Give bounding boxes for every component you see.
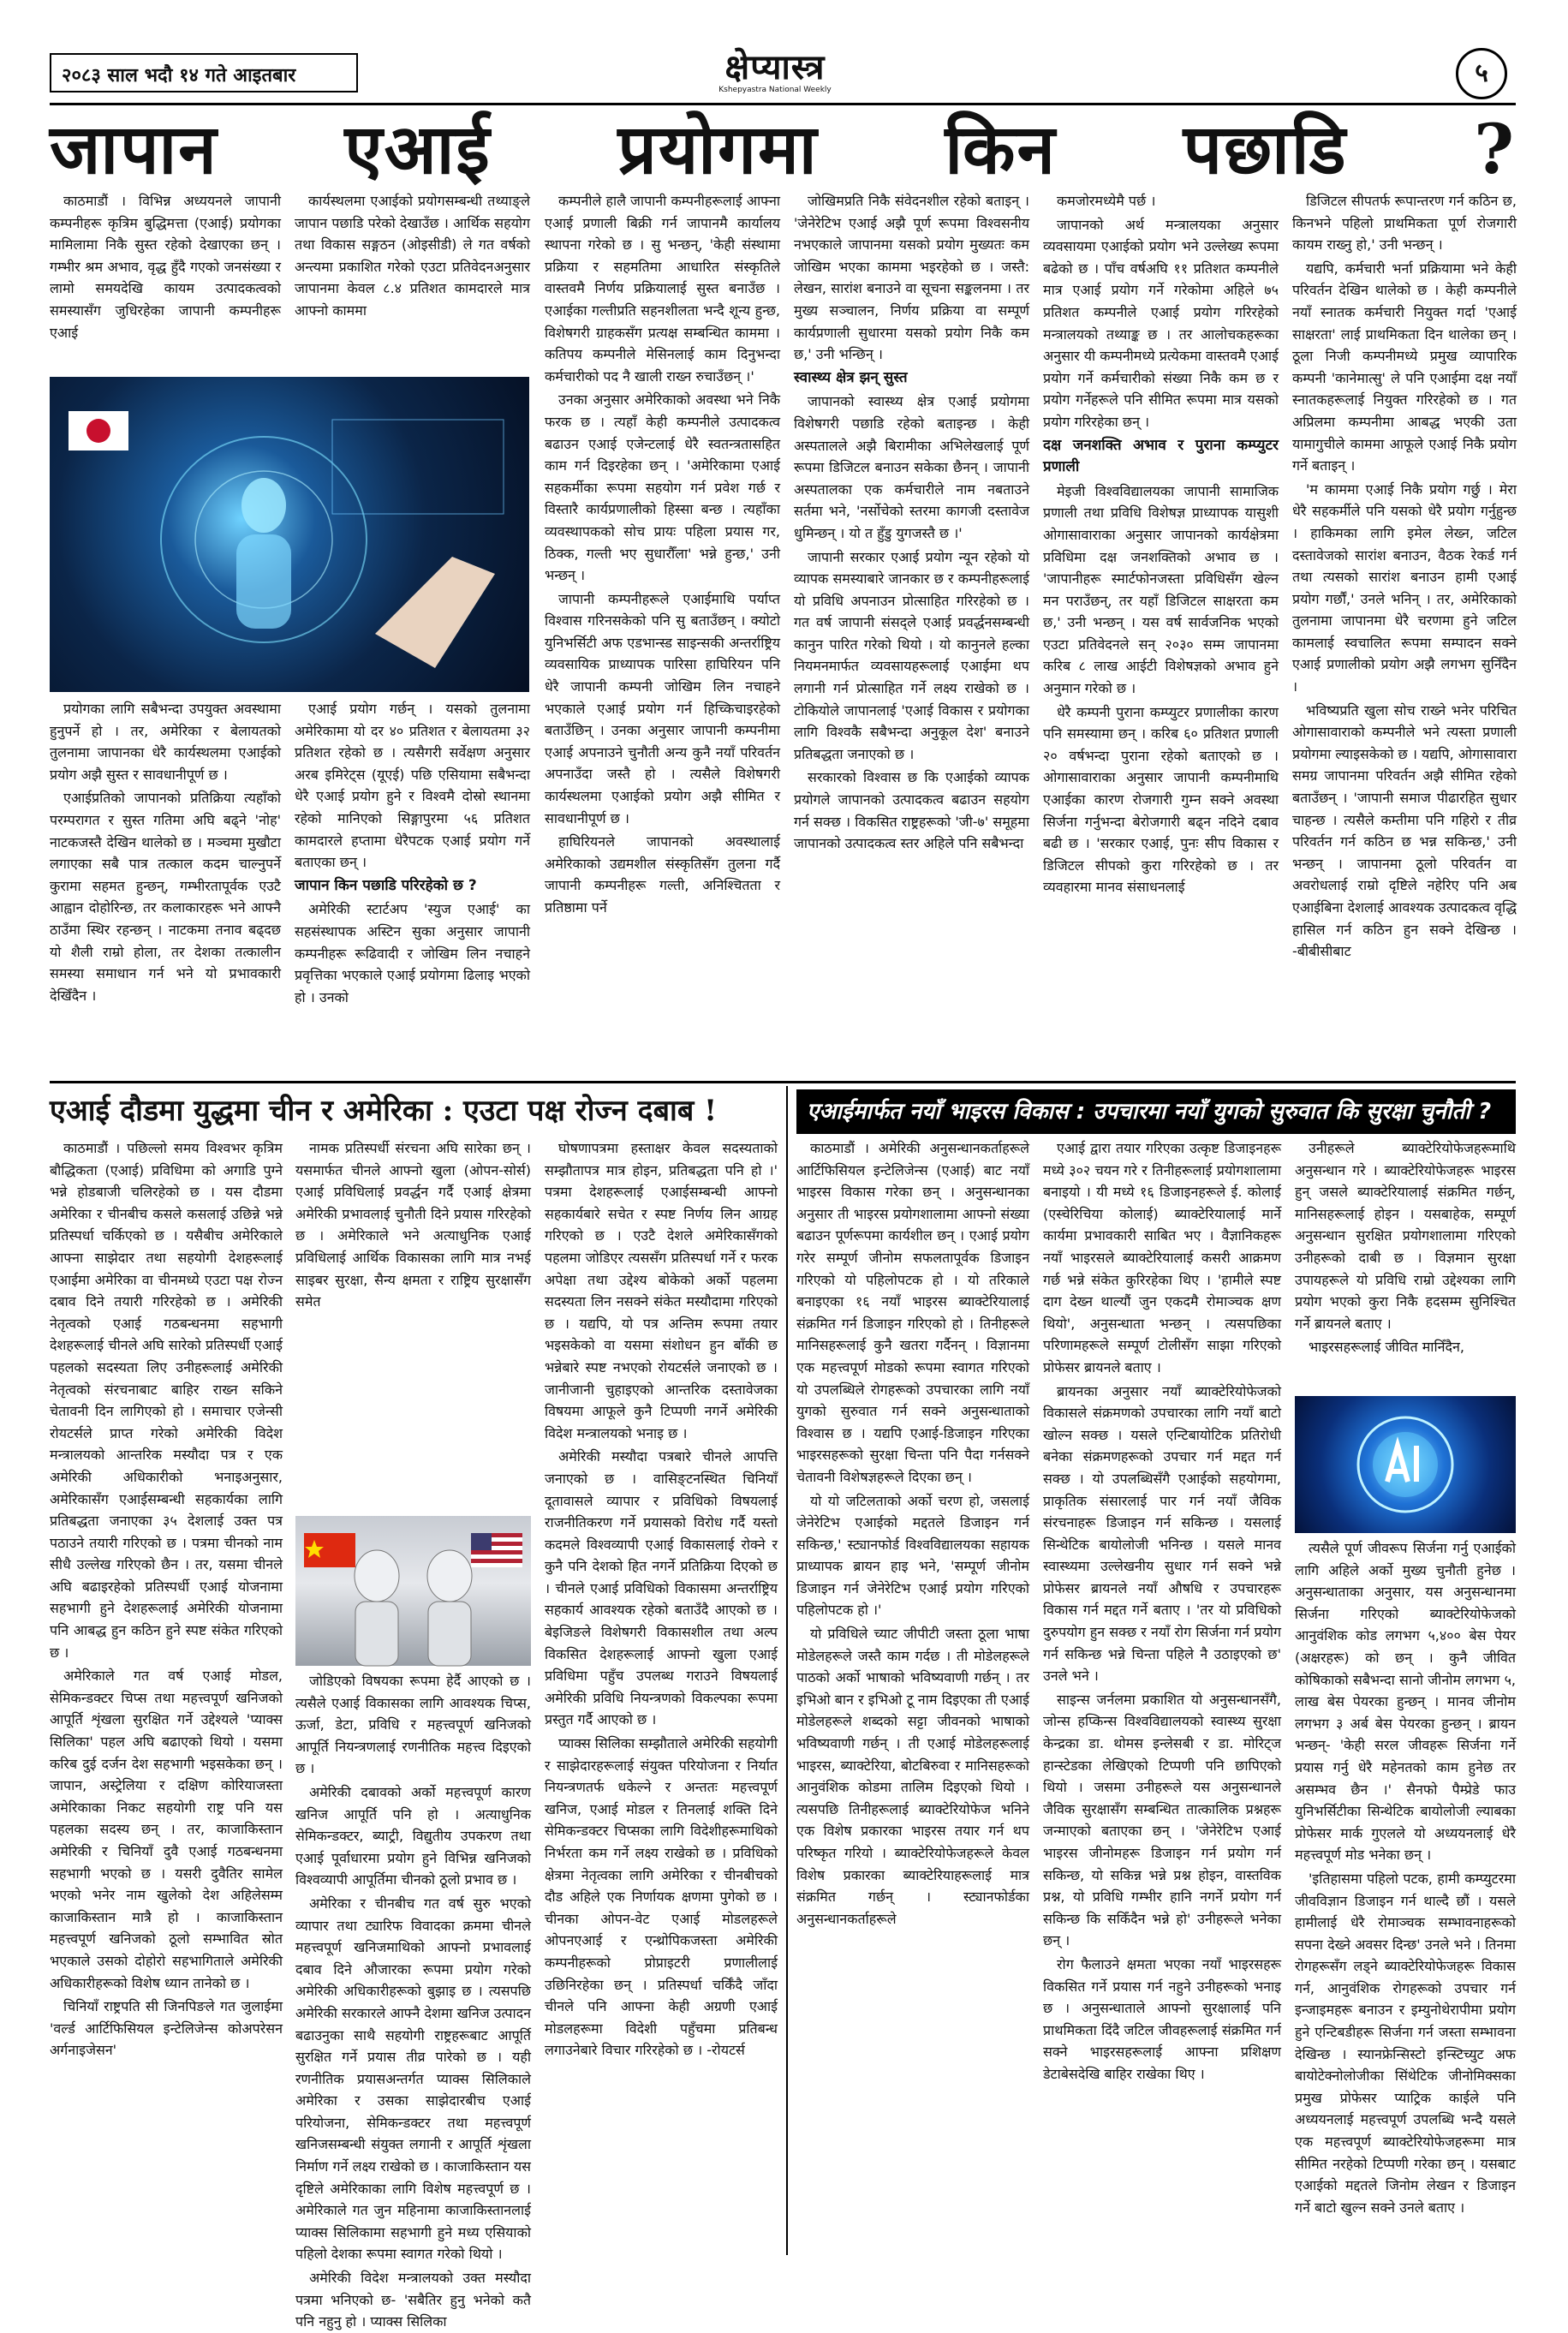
robot-right-body xyxy=(428,1602,471,1666)
story3-col3-top xyxy=(1295,1137,1516,1394)
story1-para: धेरै कम्पनी पुराना कम्प्युटर प्रणालीका कारण पनि समस्यामा छन् । करिब ६० प्रतिशत प्रणाली २० वर्षभन्दा पुराना रहेको बताएको छ । ओगासावाराका अनुसार जापानी कम्पनीमाथि एआईका कारण रोजगारी गुम्न सक्ने अवस्था सिर्जना गर्नुभन्दा बेरोजगारी बढ्न नदिने दबाव बढी छ । 'सरकार एआई, पुनः सीप विकास र डिजिटल सीपको कुरा गरिरहेको छ । तर व्यवहारमा मानव संसाधनलाई xyxy=(1043,703,1279,896)
hologram-head xyxy=(241,478,286,533)
usa-stripe xyxy=(471,1559,522,1563)
story3-para: त्यसैले पूर्ण जीवरूप सिर्जना गर्नु एआईको लागि अहिले अर्को मुख्य चुनौती हुनेछ । अनुसन्धाताका अनुसार, यस अनुसन्धानमा सिर्जना गरिएको ब्याक्टेरियोफेजको आनुवंशिक कोड लगभग ५,४०० बेस पेयर (अक्षरहरू) को छन् । कुनै जीवित कोषिकाको सबैभन्दा सानो जीनोम लगभग ५, लाख बेस पेयरका हुन्छन् । मानव जीनोम लगभग ३ अर्ब बेस पेयरका हुन्छन् । ब्रायन भन्छन्- 'केही सरल जीवहरू सिर्जना गर्ने प्रयास गर्नु धेरै महेनतको काम हुनेछ तर असम्भव छैन ।' सैनफो पैम्प्रेडे फाउ युनिभर्सिटीका सिन्थेटिक बायोलोजी ल्याबका प्रोफेसर मार्क गुएलले यो अध्ययनलाई धेरै महत्त्वपूर्ण मोड भनेका छन् । xyxy=(1295,1540,1516,1864)
story2-col2-bottom xyxy=(295,1670,531,2330)
story3-col1 xyxy=(796,1137,1029,2251)
story1-para: काठमाडौं । विभिन्न अध्ययनले जापानी कम्पनीहरू कृत्रिम बुद्धिमत्ता (एआई) प्रयोगका मामिलामा निकै सुस्त रहेको देखाएका छन् । गम्भीर श्रम अभाव, वृद्ध हुँदै गएको जनसंख्या र लामो समयदेखि कायम उत्पादकत्वको समस्यासँग जुधिरहेका जापानी कम्पनीहरू एआई xyxy=(50,193,281,341)
story1-para: जापानी सरकार एआई प्रयोग न्यून रहेको यो व्यापक समस्याबारे जानकार छ र कम्पनीहरूलाई यो प्रविधि अपनाउन प्रोत्साहित गरिरहेको छ । गत वर्ष जापानी संसद्ले एआई प्रवर्द्धनसम्बन्धी कानुन पारित गरेको थियो । यो कानुनले हल्का नियमनमार्फत व्यवसायहरूलाई एआईमा थप लगानी गर्न प्रोत्साहित गर्ने लक्ष्य राखेको छ । टोकियोले जापानलाई 'एआई विकास र प्रयोगका लागि विश्वकै सबैभन्दा अनुकूल देश' बनाउने प्रतिबद्धता जनाएको छ । xyxy=(794,548,1029,762)
story1-subhead-health: स्वास्थ्य क्षेत्र झन् सुस्त xyxy=(794,368,908,386)
usa-stripe xyxy=(471,1550,522,1554)
story1-col1-top xyxy=(50,190,281,374)
story2-para: घोषणापत्रमा हस्ताक्षर केवल सदस्यताको सम्झौतापत्र मात्र होइन, प्रतिबद्धता पनि हो ।' पत्रमा देशहरूलाई एआईसम्बन्धी आफ्नो सहकार्यबारे सचेत र स्पष्ट निर्णय लिन आग्रह गरिएको छ । एउटै देशले अमेरिकासँगको पहलमा जोडिएर त्यससँग प्रतिस्पर्धा गर्ने र फरक अपेक्षा तथा उद्देश्य बोकेको अर्को पहलमा सदस्यता लिन नसक्ने संकेत मस्यौदामा गरिएको छ । यद्यपि, यो पत्र अन्तिम रूपमा तयार भइसकेको वा यसमा संशोधन हुन बाँकी छ भन्नेबारे स्पष्ट नभएको रोयटर्सले जनाएको छ । जानीजानी चुहाइएको आन्तरिक दस्तावेजका विषयमा आफूले कुनै टिप्पणी नगर्ने अमेरिकी विदेश मन्त्रालयको भनाइ छ । xyxy=(545,1140,778,1441)
section-divider xyxy=(50,1081,1516,1083)
story1-para: भविष्यप्रति खुला सोच राख्ने भनेर परिचित ओगासावाराको कम्पनीले भने त्यस्ता प्रणाली प्रयोगमा ल्याइसकेको छ । यद्यपि, ओगासावारा समग्र जापानमा परिवर्तन अझै सीमित रहेको बताउँछन् । 'जापानी समाज पीढारहित सुधार चाहन्छ । त्यसैले कम्तीमा पनि गहिरो र तीव्र परिवर्तन गर्न कठिन छ भन्न सकिन्छ,' उनी भन्छन् । जापानमा ठूलो परिवर्तन वा अवरोधलाई राम्रो दृष्टिले नहेरिए पनि अब एआईबिना देशलाई आवश्यक उत्पादकत्व वृद्धि हासिल गर्न कठिन हुन सक्ने देखिन्छ । -बीबीसीबाट xyxy=(1292,701,1517,960)
story1-para: जापानी कम्पनीहरूले एआईमाथि पर्याप्त विश्वास गरिनसकेको पनि सु बताउँछन् । क्योटो युनिभर्सिटी अफ एडभान्स्ड साइन्सकी अन्तर्राष्ट्रिय व्यवसायिक प्राध्यापक पारिसा हाघिरियन पनि धेरै जापानी कम्पनी जोखिम लिन नचाहने भएकाले एआई प्रयोग गर्न हिच्किचाइरहेको बताउँछिन् । उनका अनुसार जापानी कम्पनीमा एआई अपनाउने चुनौती अन्य कुनै नयाँ परिवर्तन अपनाउँदा जस्तै हो । त्यसैले विशेषगरी कार्यस्थलमा एआईको प्रयोग अझै सीमित र सावधानीपूर्ण छ । xyxy=(545,590,780,826)
issue-date: २०८३ साल भदौ १४ गते आइतबार xyxy=(50,53,358,92)
story1-col6 xyxy=(1292,190,1517,1075)
story2-col1 xyxy=(50,1137,283,2251)
masthead xyxy=(685,50,865,99)
story3-para: भाइरसहरूलाई जीवित मानिँदैन, xyxy=(1309,1339,1464,1356)
story2-headline: एआई दौडमा युद्धमा चीन र अमेरिका : एउटा पक्ष रोज्न दबाब ! xyxy=(50,1094,718,1128)
story1-col1-bottom xyxy=(50,698,281,1075)
story3-para: ब्रायनका अनुसार नयाँ ब्याक्टेरियोफेजको विकासले संक्रमणको उपचारका लागि नयाँ बाटो खोल्न सक्छ । यसले एन्टिबायोटिक प्रतिरोधी बनेका संक्रमणहरूको उपचार गर्न मद्दत गर्न सक्छ । यो उपलब्धिसँगै एआईको सहयोगमा, प्राकृतिक संसारलाई पार गर्न नयाँ जैविक संरचनाहरू डिजाइन गर्न सकिन्छ । यसलाई सिन्थेटिक बायोलोजी भनिन्छ । यसले मानव स्वास्थ्यमा उल्लेखनीय सुधार गर्न सक्ने भन्ने प्रोफेसर ब्रायनले नयाँ औषधि र उपचारहरू विकास गर्न मद्दत गर्ने बताए । 'तर यो प्रविधिको दुरुपयोग हुन सक्छ र नयाँ रोग सिर्जना गर्न प्रयोग गर्न सकिन्छ भन्ने चिन्ता पहिले नै उठाइएको छ' उनले भने । xyxy=(1043,1382,1281,1685)
story1-para: कम्पनीले हालै जापानी कम्पनीहरूलाई आफ्ना एआई प्रणाली बिक्री गर्न जापानमै कार्यालय स्थापना गरेको छ । सु भन्छन्, 'केही संस्थामा प्रक्रिया र सहमतिमा आधारित संस्कृतिले वास्तवमै निर्णय प्रक्रियालाई सुस्त बनाउँछ । एआईका गल्तीप्रति सहनशीलता भन्दै शून्य हुन्छ, विशेषगरी ग्राहकसँग प्रत्यक्ष सम्बन्धित काममा । कतिपय कम्पनीले मेसिनलाई काम दिनुभन्दा कर्मचारीको पद नै खाली राख्न रुचाउँछन् ।' xyxy=(545,193,780,385)
story1-subhead: जापान किन पछाडि परिरहेको छ ? xyxy=(295,876,477,894)
story3-headline: एआईमार्फत नयाँ भाइरस विकास : उपचारमा नयाँ युगको सुरुवात कि सुरक्षा चुनौती ? xyxy=(796,1089,1516,1134)
masthead-subtitle: Kshepyastra National Weekly xyxy=(718,86,832,94)
robots-flags-image xyxy=(295,1516,531,1666)
story1-col3 xyxy=(545,190,780,1075)
story1-para: हाघिरियनले जापानको अवस्थालाई अमेरिकाको उद्यमशील संस्कृतिसँग तुलना गर्दै जापानी कम्पनीहरू गल्ती, अनिश्चितता र प्रतिष्ठामा पर्ने xyxy=(545,833,780,916)
column-divider xyxy=(786,1086,788,2255)
story2-para: अमेरिका र चीनबीच गत वर्ष सुरु भएको व्यापार तथा ट्यारिफ विवादका क्रममा चीनले महत्त्वपूर्ण खनिजमाथिको आफ्नो प्रभावलाई दबाव दिने औजारका रूपमा प्रयोग गरेको अमेरिकी अधिकारीहरूको बुझाइ छ । त्यसपछि अमेरिकी सरकारले आफ्नै देशमा खनिज उत्पादन बढाउनुका साथै सहयोगी राष्ट्रहरूबाट आपूर्ति सुरक्षित गर्ने प्रयास तीव्र पारेको छ । यही रणनीतिक प्रयासअन्तर्गत प्याक्स सिलिकाले अमेरिका र उसका साझेदारबीच एआई परियोजना, सेमिकन्डक्टर तथा महत्त्वपूर्ण खनिजसम्बन्धी संयुक्त लगानी र आपूर्ति शृंखला निर्माण गर्ने लक्ष्य राखेको छ । काजाकिस्तान यस दृष्टिले अमेरिकाका लागि विशेष महत्त्वपूर्ण छ । अमेरिकाले गत जुन महिनामा काजाकिस्तानलाई प्याक्स सिलिकामा सहभागी हुने मध्य एसियाको पहिलो देशका रूपमा स्वागत गरेको थियो । xyxy=(295,1894,531,2263)
story3-para: यो यो जटिलताको अर्को चरण हो, जसलाई जेनेरेटिभ एआईको मद्दतले डिजाइन गर्न सकिन्छ,' स्ट्यानफोर्ड विश्वविद्यालयका सहायक प्राध्यापक ब्रायन हाइ भने, 'सम्पूर्ण जीनोम डिजाइन गर्न जेनेरेटिभ एआई प्रयोग गरिएको पहिलोपटक हो ।' xyxy=(796,1492,1029,1619)
japan-flag-sun xyxy=(86,419,110,443)
masthead-logo: क्षेप्यास्त्र xyxy=(724,48,826,87)
story2-para: काठमाडौं । पछिल्लो समय विश्वभर कृत्रिम बौद्धिकता (एआई) प्रविधिमा को अगाडि पुग्ने भन्ने होडबाजी चलिरहेको छ । यस दौडमा अमेरिका र चीनबीच कसले कसलाई उछिन्ने भन्ने प्रतिस्पर्धा चर्किएको छ । यसैबीच अमेरिकाले आफ्ना साझेदार तथा सहयोगी देशहरूलाई एआईमा अमेरिका वा चीनमध्ये एउटा पक्ष रोज्न दबाव दिने तयारी गरिरहेको छ । अमेरिकी नेतृत्वको एआई गठबन्धनमा सहभागी देशहरूलाई चीनले अघि सारेको प्रतिस्पर्धी एआई पहलको सदस्यता लिए उनीहरूलाई अमेरिकी नेतृत्वको संरचनाबाट बाहिर राख्न सकिने चेतावनी दिन लागिएको हो । समाचार एजेन्सी रोयटर्सले प्राप्त गरेको अमेरिकी विदेश मन्त्रालयको आन्तरिक मस्यौदा पत्र र एक अमेरिकी अधिकारीको भनाइअनुसार, अमेरिकासँग एआईसम्बन्धी सहकार्यका लागि प्रतिबद्धता जनाएका ३५ देशलाई उक्त पत्र पठाउने तयारी गरिएको छ । पत्रमा चीनको नाम सीधै उल्लेख गरिएको छैन । तर, यसमा चीनले अघि बढाइरहेको प्रतिस्पर्धी एआई योजनामा सहभागी हुने देशहरूलाई अमेरिकी योजनामा पनि आबद्ध हुन कठिन हुने स्पष्ट संकेत गरिएको छ । xyxy=(50,1140,283,1661)
story2-col2-top xyxy=(295,1137,531,1514)
story1-para: अमेरिकी स्टार्टअप 'स्युज एआई' का सहसंस्थापक अस्टिन सुका अनुसार जापानी कम्पनीहरू रूढिवादी र जोखिम लिन नचाहने प्रवृत्तिका भएकाले एआई प्रयोगमा ढिलाइ भएको हो । उनको xyxy=(295,901,530,1005)
robot-left-head xyxy=(355,1550,399,1602)
ai-glow-image xyxy=(1295,1396,1516,1533)
story2-para: चिनियाँ राष्ट्रपति सी जिनपिङले गत जुलाईमा 'वर्ल्ड आर्टिफिसियल इन्टेलिजेन्स कोअपरेसन अर्गनाइजेसन' xyxy=(50,1998,283,2059)
story1-col2-top xyxy=(295,190,530,374)
story1-para: जोखिमप्रति निकै संवेदनशील रहेको बताइन् । 'जेनेरेटिभ एआई अझै पूर्ण रूपमा विश्वसनीय नभएकाले जापानमा यसको प्रयोग मुख्यतः कम जोखिम भएका काममा भइरहेको छ । जस्तै: लेखन, सारांश बनाउने वा सूचना सङ्कलनमा । तर मुख्य सञ्चालन, निर्णय प्रक्रिया वा सम्पूर्ण कार्यप्रणाली सुधारमा यसको प्रयोग निकै कम छ,' उनी भन्छिन् । xyxy=(794,193,1029,363)
story3-para: यो प्रविधिले च्याट जीपीटी जस्ता ठूला भाषा मोडेलहरूले जस्तै काम गर्दछ । ती मोडेलहरूले पाठको अर्को भाषाको भविष्यवाणी गर्छन् । तर इभिओ बान र इभिओ टू नाम दिइएका ती एआई मोडेलहरूले शब्दको सट्टा जीवनको भाषाको भविष्यवाणी गर्छन् । ती एआई मोडेलहरूलाई भाइरस, ब्याक्टेरिया, बोटबिरुवा र मानिसहरूको आनुवंशिक कोडमा तालिम दिइएको थियो । त्यसपछि तिनीहरूलाई ब्याक्टेरियोफेज भनिने एक विशेष प्रकारका भाइरस तयार गर्न थप परिष्कृत गरियो । ब्याक्टेरियोफेजहरूले केवल विशेष प्रकारका ब्याक्टेरियाहरूलाई मात्र संक्रमित गर्छन् । स्ट्यानफोर्डका अनुसन्धानकर्ताहरूले xyxy=(796,1626,1029,1927)
ai-glow-graphic xyxy=(1295,1396,1516,1533)
story2-para: अमेरिकी विदेश मन्त्रालयको उक्त मस्यौदा पत्रमा भनिएको छ- 'सबैतिर हुनु भनेको कतै पनि नहुनु हो । प्याक्स सिलिका xyxy=(295,2270,531,2330)
ai-hand-graphic xyxy=(50,377,529,692)
header-rule xyxy=(50,103,1516,105)
story3-para: उनीहरूले ब्याक्टेरियोफेजहरूमाथि अनुसन्धान गरे । ब्याक्टेरियोफेजहरू भाइरस हुन् जसले ब्याक्टेरियालाई संक्रमित गर्छन्, मानिसहरूलाई होइन । यसबाहेक, सम्पूर्ण अनुसन्धान सुरक्षित प्रयोगशालामा गरिएको उनीहरूको दाबी छ । विज्ञमान सुरक्षा उपायहरूले यो प्रविधि राम्रो उद्देश्यका लागि प्रयोग भएको कुरा निकै हदसम्म सुनिश्चित गर्ने ब्रायनले बताए । xyxy=(1295,1140,1516,1332)
story3-para: साइन्स जर्नलमा प्रकाशित यो अनुसन्धानसँगै, जोन्स हप्किन्स विश्वविद्यालयको स्वास्थ्य सुरक्षा केन्द्रका डा. थोमस इन्लेसबी र डा. मोरिट्ज हान्स्टेडका लेखिएको टिप्पणी पनि छापिएको थियो । जसमा उनीहरूले यस अनुसन्धानले जैविक सुरक्षासँग सम्बन्धित तात्कालिक प्रश्नहरू जन्माएको बताएका छन् । 'जेनेरेटिभ एआई भाइरस जीनोमहरू डिजाइन गर्न प्रयोग गर्न सकिन्छ, यो सकिन्न भन्ने प्रश्न होइन, वास्तविक प्रश्न, यो प्रविधि गम्भीर हानि नगर्ने प्रयोग गर्न सकिन्छ कि सकिँदैन भन्ने हो' उनीहरूले भनेका छन् । xyxy=(1043,1691,1281,1949)
story3-col3-bottom xyxy=(1295,1537,1516,2251)
story3-para: 'इतिहासमा पहिलो पटक, हामी कम्प्युटरमा जीवविज्ञान डिजाइन गर्न थाल्दै छौं । यसले हामीलाई धेरै रोमाञ्चक सम्भावनाहरूको सपना देख्ने अवसर दिन्छ' उनले भने । तिनमा रोगहरूसँग लड्ने ब्याक्टेरियोफेजहरू विकास गर्न, आनुवंशिक रोगहरूको उपचार गर्न इन्जाइमहरू बनाउन र इम्युनोथेरापीमा प्रयोग हुने एन्टिबडीहरू सिर्जना गर्न जस्ता सम्भावना देखिन्छ । स्यानफ्रेन्सिस्टो इन्स्टिच्युट अफ बायोटेक्नोलोजीका सिंथेटिक जीनोमिक्सका प्रमुख प्रोफेसर प्याट्रिक काईले पनि अध्ययनलाई महत्त्वपूर्ण उपलब्धि भन्दै यसले एक महत्त्वपूर्ण ब्याक्टेरियोफेजहरूमा मात्र सीमित नरहेको टिप्पणी गरेका छन् । यसबाट एआईको मद्दतले जिनोम लेखन र डिजाइन गर्ने बाटो खुल्न सक्ने उनले बताए । xyxy=(1295,1870,1516,2216)
story1-para: कमजोरमध्येमै पर्छ । xyxy=(1057,193,1156,209)
story1-para: जापानको अर्थ मन्त्रालयका अनुसार व्यवसायमा एआईको प्रयोग भने उल्लेख्य रूपमा बढेको छ । पाँच वर्षअघि ११ प्रतिशत कम्पनीले मात्र एआई प्रयोग गर्ने गरेकोमा अहिले ७५ प्रतिशत कम्पनीले एआई प्रयोग गरिरहेको मन्त्रालयको तथ्याङ्क छ । तर आलोचकहरूका अनुसार यी कम्पनीमध्ये प्रत्येकमा वास्तवमै एआई प्रयोग गर्ने कर्मचारीको संख्या निकै कम छ र प्रयोग गर्नेहरूले पनि सीमित रूपमा मात्र यसको प्रयोग गरिरहेका छन् । xyxy=(1043,216,1279,430)
story1-col5 xyxy=(1043,190,1279,1075)
story1-para: प्रयोगका लागि सबैभन्दा उपयुक्त अवस्थामा हुनुपर्ने हो । तर, अमेरिका र बेलायतको तुलनामा जापानका धेरै कार्यस्थलमा एआईको प्रयोग अझै सुस्त र सावधानीपूर्ण छ । xyxy=(50,701,281,783)
page-number: ५ xyxy=(1456,48,1507,99)
story3-para: एआई द्वारा तयार गरिएका उत्कृष्ट डिजाइनहरू मध्ये ३०२ चयन गरे र तिनीहरूलाई प्रयोगशालामा बनाइयो । यी मध्ये १६ डिजाइनहरूले ई. कोलाई (एस्चेरिचिया कोलाई) ब्याक्टेरियालाई मार्ने कार्यमा प्रभावकारी साबित भए । वैज्ञानिकहरू नयाँ भाइरसले ब्याक्टेरियालाई कसरी आक्रमण गर्छ भन्ने संकेत कुरिरहेका थिए । 'हामीले स्पष्ट दाग देख्न थाल्यौं जुन एकदमै रोमाञ्चक क्षण थियो', अनुसन्धाता भन्छन् । त्यसपछिका परिणामहरूले सम्पूर्ण टोलीसँग साझा गरिएको प्रोफेसर ब्रायनले बताए । xyxy=(1043,1140,1281,1375)
story1-para: कार्यस्थलमा एआईको प्रयोगसम्बन्धी तथ्याङ्ले जापान पछाडि परेको देखाउँछ । आर्थिक सहयोग तथा विकास सङ्गठन (ओइसीडी) ले गत वर्षको अन्त्यमा प्रकाशित गरेको एउटा प्रतिवेदनअनुसार जापानमा केवल ८.४ प्रतिशत कामदारले मात्र आफ्नो काममा xyxy=(295,193,530,319)
story1-para: सरकारको विश्वास छ कि एआईको व्यापक प्रयोगले जापानको उत्पादकत्व बढाउन सहयोग गर्न सक्छ । विकसित राष्ट्रहरूको 'जी-७' समूहमा जापानको उत्पादकत्व स्तर अहिले पनि सबैभन्दा xyxy=(794,769,1029,852)
story2-para: अमेरिकी दबावको अर्को महत्त्वपूर्ण कारण खनिज आपूर्ति पनि हो । अत्याधुनिक सेमिकन्डक्टर, ब्याट्री, विद्युतीय उपकरण तथा एआई पूर्वाधारमा प्रयोग हुने विभिन्न खनिजको विश्वव्यापी आपूर्तिमा चीनको ठूलो प्रभाव छ । xyxy=(295,1783,531,1888)
story1-subhead-skills: दक्ष जनशक्ति अभाव र पुराना कम्प्युटर प्रणाली xyxy=(1043,436,1279,476)
hologram-body xyxy=(236,534,291,629)
story1-para: मेइजी विश्वविद्यालयका जापानी सामाजिक प्रणाली तथा प्रविधि विशेषज्ञ प्राध्यापक यासुशी ओगासावाराका अनुसार जापानको कार्यक्षेत्रमा प्रविधिमा दक्ष जनशक्तिको अभाव छ । 'जापानीहरू स्मार्टफोनजस्ता प्रविधिसँग खेल्न मन पराउँछन्, तर यहाँ डिजिटल साक्षरता कम छ,' उनी भन्छन् । यस वर्ष सार्वजनिक भएको एउटा प्रतिवेदनले सन् २०३० सम्म जापानमा करिब ८ लाख आईटी विशेषज्ञको अभाव हुने अनुमान गरेको छ । xyxy=(1043,482,1279,697)
ai-hand-image xyxy=(50,377,529,692)
story1-col2-bottom xyxy=(295,698,530,1075)
robots-flags-graphic xyxy=(295,1516,531,1666)
story2-para: जोडिएको विषयका रूपमा हेर्दै आएको छ । त्यसैले एआई विकासका लागि आवश्यक चिप्स, ऊर्जा, डेटा, प्रविधि र महत्त्वपूर्ण खनिजको आपूर्ति नियन्त्रणलाई रणनीतिक महत्त्व दिइएको छ । xyxy=(295,1673,531,1777)
story1-para: जापानको स्वास्थ्य क्षेत्र एआई प्रयोगमा विशेषगरी पछाडि रहेको बताइन्छ । केही अस्पतालले अझै बिरामीका अभिलेखलाई पूर्ण रूपमा डिजिटल बनाउन सकेका छैनन् । जापानी अस्पतालका एक कर्मचारीले नाम नबताउने सर्तमा भने, 'नर्सोचेको स्तरमा कागजी दस्तावेज धुमिन्छन् । यो त हुँडु युगजस्तै छ ।' xyxy=(794,393,1029,541)
story2-para: प्याक्स सिलिका सम्झौताले अमेरिकी सहयोगी र साझेदारहरूलाई संयुक्त परियोजना र निर्यात नियन्त्रणतर्फ धकेल्ने र अन्ततः महत्त्वपूर्ण खनिज, एआई मोडल र तिनलाई शक्ति दिने सेमिकन्डक्टर चिप्सका लागि विदेशीहरूमाथिको निर्भरता कम गर्ने लक्ष्य राखेको छ । प्रविधिको क्षेत्रमा नेतृत्वका लागि अमेरिका र चीनबीचको दौड अहिले एक निर्णायक क्षणमा पुगेको छ । चीनका ओपन-वेट एआई मोडलहरूले ओपनएआई र एन्थ्रोपिकजस्ता अमेरिकी कम्पनीहरूको प्रोप्राइटरी प्रणालीलाई उछिनिरहेका छन् । प्रतिस्पर्धा चर्किँदै जाँदा चीनले पनि आफ्ना केही अग्रणी एआई मोडलहरूमा विदेशी पहुँचमा प्रतिबन्ध लगाउनेबारे विचार गरिरहेको छ । -रोयटर्स xyxy=(545,1735,778,2059)
story1-para: यद्यपि, कर्मचारी भर्ना प्रक्रियामा भने केही परिवर्तन देखिन थालेको छ । केही कम्पनीले नयाँ स्नातक कर्मचारी नियुक्त गर्दा 'एआई साक्षरता' लाई प्राथमिकता दिन थालेका छन् । ठूला निजी कम्पनीमध्ये प्रमुख व्यापारिक कम्पनी 'कानेमात्सु' ले पनि एआईमा दक्ष नयाँ स्नातकहरूलाई नियुक्त गरिरहेको छ । गत अप्रिलमा कम्पनीमा आबद्ध भएकी उता यामागुचीले काममा आफूले एआई निकै प्रयोग गर्ने बताइन् । xyxy=(1292,260,1517,474)
story2-para: नामक प्रतिस्पर्धी संरचना अघि सारेका छन् । यसमार्फत चीनले आफ्नो खुला (ओपन-सोर्स) एआई प्रविधिलाई प्रवर्द्धन गर्दै एआई क्षेत्रमा अमेरिकी प्रभावलाई चुनौती दिने प्रयास गरिरहेको छ । अमेरिकाले भने अत्याधुनिक एआई प्रविधिलाई आर्थिक विकासका लागि मात्र नभई साइबर सुरक्षा, सैन्य क्षमता र राष्ट्रिय सुरक्षासँग समेत xyxy=(295,1140,531,1310)
robot-left-body xyxy=(355,1602,398,1666)
usa-canton xyxy=(471,1533,492,1550)
human-hand xyxy=(375,557,495,668)
story1-para: 'म काममा एआई निकै प्रयोग गर्छु । मेरा धेरै सहकर्मीले पनि यसको धेरै प्रयोग गर्नुहुन्छ । हाकिमका लागि इमेल लेख्न, जटिल दस्तावेजको सारांश बनाउन, वैठक रेकर्ड गर्न तथा त्यसको सारांश बनाउन हामी एआई प्रयोग गर्छौं,' उनले भनिन् । तर, अमेरिकाको तुलनामा जापानमा धेरै चरणमा हुने जटिल कामलाई स्वचालित रूपमा सम्पादन सक्ने एआई प्रणालीको प्रयोग अझै लगभग सुनिँदैन । xyxy=(1292,480,1517,695)
story1-para: एआईप्रतिको जापानको प्रतिक्रिया त्यहाँको परम्परागत र सुस्त गतिमा अघि बढ्ने 'नोह' नाटकजस्तै देखिन थालेको छ । मञ्चमा मुखौटा लगाएका सबै पात्र तत्काल कदम चाल्नुपर्ने कुरामा सहमत हुन्छन्, गम्भीरतापूर्वक एउटै आह्वान दोहोरिन्छ, तर कलाकारहरू भने आफ्नै ठाउँमा स्थिर रहन्छन् । नाटकमा तनाव बढ्दछ यो शैली राम्रो होला, तर देशका तत्कालीन समस्या समाधान गर्न भने यो प्रभावकारी देखिँदैन । xyxy=(50,790,281,1004)
story1-para: उनका अनुसार अमेरिकाको अवस्था भने निकै फरक छ । त्यहाँ केही कम्पनीले उत्पादकत्व बढाउन एआई एजेन्टलाई धेरै स्वतन्त्रतासहित काम गर्न दिइरहेका छन् । 'अमेरिकामा एआई सहकर्मीका रूपमा सहयोग गर्न प्रवेश गर्छ र विस्तारै कार्यप्रणालीको हिस्सा बन्छ । त्यहाँका व्यवस्थापकको सोच प्रायः पहिला प्रयास गर, ठिक्क, गल्ती भए सुधारौँला' भन्ने हुन्छ,' उनी भन्छन् । xyxy=(545,391,780,584)
story2-para: अमेरिकाले गत वर्ष एआई मोडल, सेमिकन्डक्टर चिप्स तथा महत्त्वपूर्ण खनिजको आपूर्ति शृंखला सुरक्षित गर्ने उद्देश्यले 'प्याक्स सिलिका' पहल अघि बढाएको थियो । यसमा करिब दुई दर्जन देश सहभागी भइसकेका छन् । जापान, अस्ट्रेलिया र दक्षिण कोरियाजस्ता अमेरिकाका निकट सहयोगी राष्ट्र पनि यस पहलका सदस्य छन् । तर, काजाकिस्तान अमेरिकी र चिनियाँ दुवै एआई गठबन्धनमा सहभागी भएको छ । यसरी दुवैतिर सामेल भएको भनेर नाम खुलेको देश अहिलेसम्म काजाकिस्तान मात्रै हो । काजाकिस्तान महत्त्वपूर्ण खनिजको ठूलो सम्भावित स्रोत भएकाले उसको दोहोरो सहभागिताले अमेरिकी अधिकारीहरूको विशेष ध्यान तानेको छ । xyxy=(50,1668,283,1991)
story3-para: रोग फैलाउने क्षमता भएका नयाँ भाइरसहरू विकसित गर्ने प्रयास गर्न नहुने उनीहरूको भनाइ छ । अनुसन्धाताले आफ्नो सुरक्षालाई पनि प्राथमिकता दिंदै जटिल जीवहरूलाई संक्रमित गर्न सक्ने भाइरसहरूलाई आफ्ना प्रशिक्षण डेटाबेसदेखि बाहिर राखेका थिए । xyxy=(1043,1955,1281,2082)
story3-col2 xyxy=(1043,1137,1281,2251)
story1-headline: जापान एआई प्रयोगमा किन पछाडि ? xyxy=(50,109,1516,189)
story1-col4 xyxy=(794,190,1029,1075)
robot-right-head xyxy=(427,1550,472,1602)
story2-para: अमेरिकी मस्यौदा पत्रबारे चीनले आपत्ति जनाएको छ । वासिङ्टनस्थित चिनियाँ दूतावासले व्यापार र प्रविधिको विषयलाई राजनीतिकरण गर्ने प्रयासको विरोध गर्दै यस्तो कदमले विश्वव्यापी एआई विकासलाई रोक्ने र कुनै पनि देशको हित नगर्ने प्रतिक्रिया दिएको छ । चीनले एआई प्रविधिको विकासमा अन्तर्राष्ट्रिय सहकार्य आवश्यक रहेको बताउँदै आएको छ । बेइजिङले विशेषगरी विकासशील तथा अल्प विकसित देशहरूलाई आफ्नो खुला एआई प्रविधिमा पहुँच उपलब्ध गराउने विषयलाई अमेरिकी प्रविधि नियन्त्रणको विकल्पका रूपमा प्रस्तुत गर्दै आएको छ । xyxy=(545,1448,778,1728)
story1-para: डिजिटल सीपतर्फ रूपान्तरण गर्न कठिन छ, किनभने पहिलो प्राथमिकता पूर्ण रोजगारी कायम राख्नु हो,' उनी भन्छन् । xyxy=(1292,193,1517,254)
story1-para: एआई प्रयोग गर्छन् । यसको तुलनामा अमेरिकामा यो दर ४० प्रतिशत र बेलायतमा ३२ प्रतिशत रहेको छ । त्यसैगरी सर्वेक्षण अनुसार अरब इमिरेट्स (यूएई) पछि एसियामा सबैभन्दा धेरै एआई प्रयोग हुने र विश्वमै दोस्रो स्थानमा रहेको मानिएको सिङ्गापुरमा ५६ प्रतिशत कामदारले हप्तामा धेरैपटक एआई प्रयोग गर्ने बताएका छन् । xyxy=(295,701,530,871)
story2-col3 xyxy=(545,1137,778,2251)
story3-para: काठमाडौं । अमेरिकी अनुसन्धानकर्ताहरूले आर्टिफिसियल इन्टेलिजेन्स (एआई) बाट नयाँ भाइरस विकास गरेका छन् । अनुसन्धानका अनुसार ती भाइरस प्रयोगशालामा आफ्नो संख्या बढाउन पूर्णरूपमा कार्यशील छन् । एआई प्रयोग गरेर सम्पूर्ण जीनोम सफलतापूर्वक डिजाइन गरिएको यो पहिलोपटक हो । यो तरिकाले बनाइएका १६ नयाँ भाइरस ब्याक्टेरियालाई संक्रमित गर्न डिजाइन गरिएको हो । तिनीहरूले मानिसहरूलाई कुनै खतरा गर्दैनन् । विज्ञानमा एक महत्त्वपूर्ण मोडको रूपमा स्वागत गरिएको यो उपलब्धिले रोगहरूको उपचारका लागि नयाँ युगको सुरुवात गर्न सक्ने अनुसन्धाताको विश्वास छ । यद्यपि एआई-डिजाइन गरिएका भाइरसहरूको सुरक्षा चिन्ता पनि पैदा गर्नसक्ने चेतावनी विशेषज्ञहरूले दिएका छन् । xyxy=(796,1140,1029,1485)
